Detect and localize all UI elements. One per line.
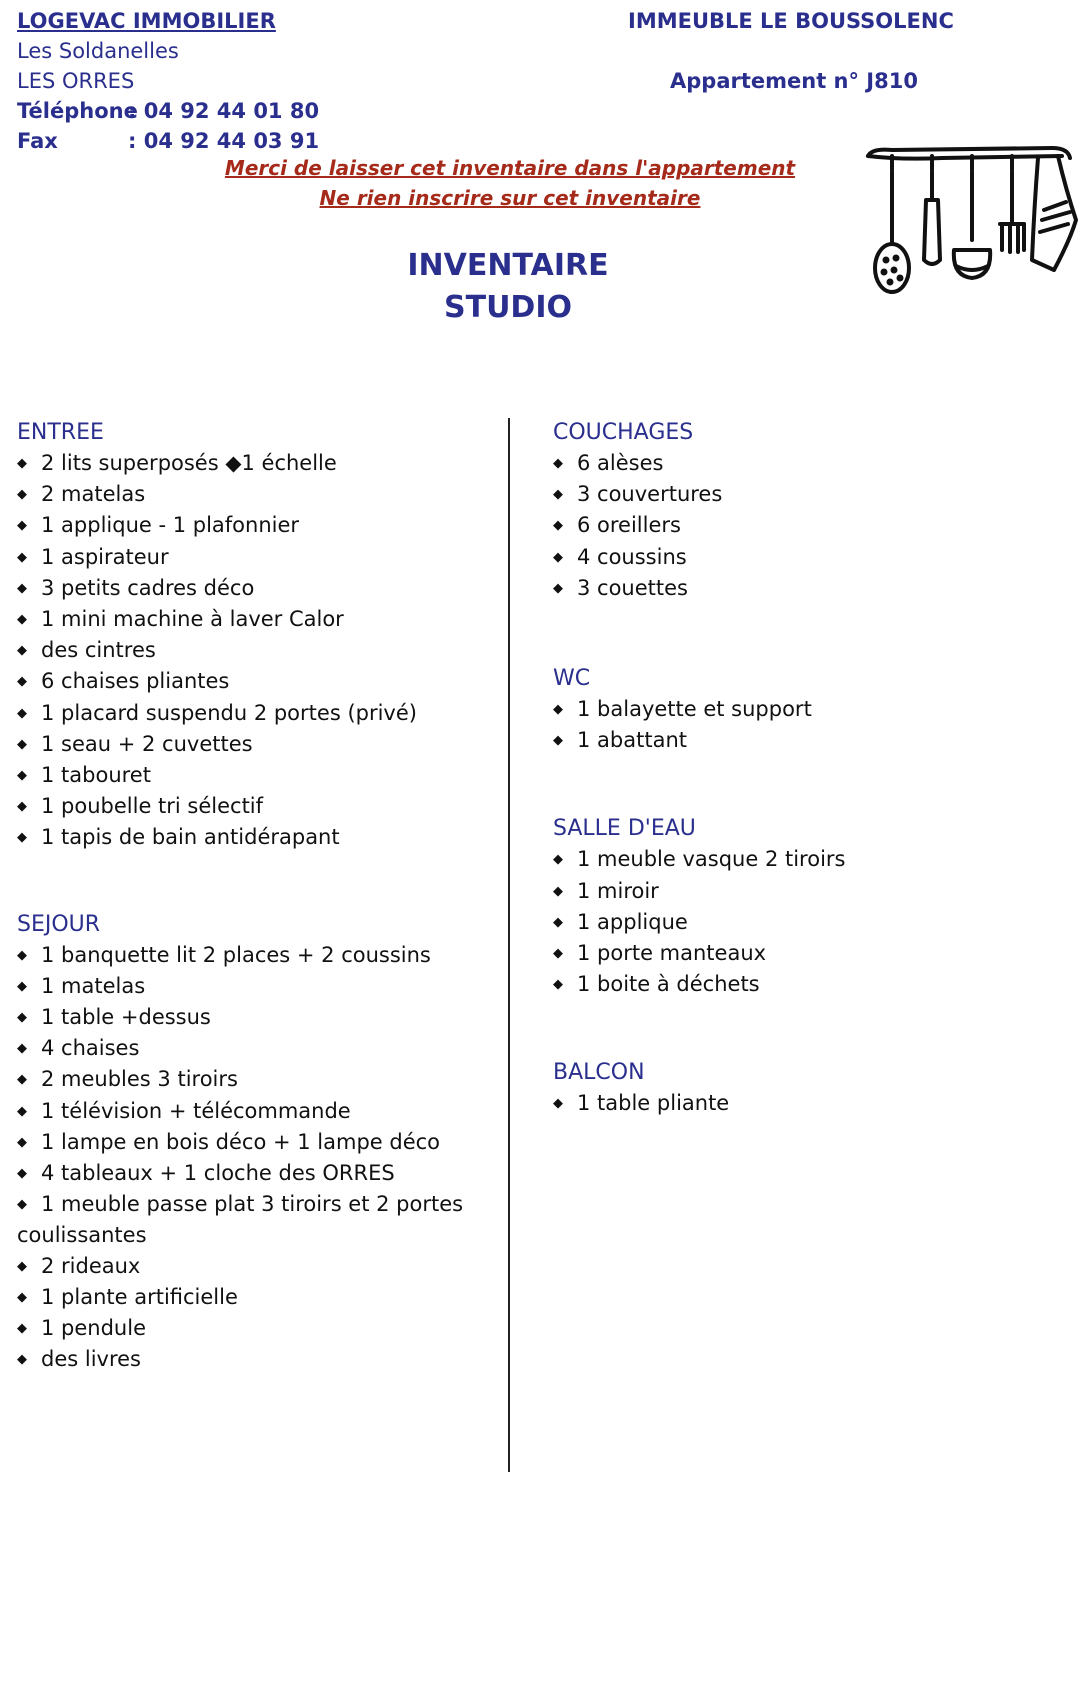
item-text: 1 tapis de bain antidérapant bbox=[41, 825, 340, 850]
bullet-icon: ◆ bbox=[17, 1166, 27, 1182]
item-text: 2 meubles 3 tiroirs bbox=[41, 1067, 238, 1092]
kitchen-utensils-rack-icon bbox=[862, 140, 1080, 300]
item-text: 1 aspirateur bbox=[41, 544, 169, 569]
bullet-icon: ◆ bbox=[553, 456, 563, 471]
item-text: 1 boite à déchets bbox=[577, 972, 760, 997]
item-text: 1 abattant bbox=[577, 728, 687, 753]
bullet-icon: ◆ bbox=[17, 1010, 27, 1026]
list-item bbox=[17, 1313, 487, 1344]
list-item bbox=[553, 907, 1023, 938]
list-item bbox=[17, 971, 487, 1002]
item-list bbox=[553, 1088, 1023, 1119]
list-item bbox=[17, 698, 487, 729]
bullet-icon: ◆ bbox=[553, 1096, 563, 1112]
document-subtitle: STUDIO bbox=[444, 290, 572, 325]
list-item bbox=[17, 1251, 487, 1282]
list-item bbox=[553, 725, 1023, 756]
item-text: 1 table pliante bbox=[577, 1091, 730, 1116]
bullet-icon: ◆ bbox=[553, 977, 563, 993]
item-text: 1 seau + 2 cuvettes bbox=[41, 731, 253, 756]
bullet-icon: ◆ bbox=[17, 799, 27, 815]
bullet-icon: ◆ bbox=[17, 1321, 27, 1337]
list-item bbox=[17, 822, 487, 853]
building-name: IMMEUBLE LE BOUSSOLENC bbox=[628, 9, 954, 33]
item-text: 1 plante artificielle bbox=[41, 1284, 238, 1309]
item-list bbox=[553, 694, 1023, 756]
bullet-icon: ◆ bbox=[17, 978, 27, 994]
bullet-icon: ◆ bbox=[17, 549, 27, 565]
item-text: 4 chaises bbox=[41, 1036, 140, 1061]
list-item bbox=[17, 1344, 487, 1375]
item-text: 2 matelas bbox=[41, 482, 146, 507]
section-couchages bbox=[553, 418, 1023, 604]
item-text: 1 lampe en bois déco + 1 lampe déco bbox=[41, 1129, 441, 1154]
item-list bbox=[17, 448, 487, 854]
list-item bbox=[17, 1064, 487, 1095]
list-item bbox=[17, 1158, 487, 1189]
apartment-number: Appartement n° J810 bbox=[670, 69, 918, 93]
item-text: 4 coussins bbox=[577, 544, 687, 569]
bullet-icon: ◆ bbox=[17, 1134, 27, 1150]
list-item bbox=[17, 573, 487, 604]
agency-phone: : 04 92 44 01 80 bbox=[128, 99, 320, 123]
item-list bbox=[553, 448, 1023, 604]
section-entree bbox=[17, 418, 487, 854]
section-salle-deau bbox=[553, 814, 1023, 1000]
agency-fax-label: Fax bbox=[17, 129, 58, 153]
item-text: 6 alèses bbox=[577, 451, 664, 475]
list-item bbox=[553, 694, 1023, 725]
bullet-icon: ◆ bbox=[17, 1041, 27, 1057]
bullet-icon: ◆ bbox=[17, 736, 27, 752]
list-item bbox=[17, 1189, 487, 1250]
list-item bbox=[17, 479, 487, 510]
item-text: des livres bbox=[41, 1347, 141, 1372]
list-item bbox=[17, 729, 487, 760]
list-item bbox=[553, 844, 1023, 875]
bullet-icon: ◆ bbox=[553, 733, 563, 749]
item-text: 3 petits cadres déco bbox=[41, 575, 255, 600]
bullet-icon: ◆ bbox=[17, 1352, 27, 1368]
item-text: 1 meuble vasque 2 tiroirs bbox=[577, 847, 846, 872]
list-item bbox=[17, 940, 487, 971]
item-text: 1 applique - 1 plafonnier bbox=[41, 513, 300, 538]
list-item bbox=[17, 635, 487, 666]
list-item bbox=[17, 760, 487, 791]
item-list bbox=[17, 940, 487, 1376]
list-item bbox=[553, 969, 1023, 1000]
bullet-icon: ◆ bbox=[553, 702, 563, 718]
section-sejour bbox=[17, 910, 487, 1376]
section-title: WC bbox=[553, 666, 591, 692]
item-text: 1 pendule bbox=[41, 1316, 146, 1341]
item-text: des cintres bbox=[41, 638, 156, 663]
left-column bbox=[17, 418, 487, 1375]
bullet-icon: ◆ bbox=[17, 580, 27, 596]
list-item bbox=[553, 573, 1023, 604]
bullet-icon: ◆ bbox=[17, 1103, 27, 1119]
bullet-icon: ◆ bbox=[17, 456, 27, 471]
list-item bbox=[553, 876, 1023, 907]
document-title: INVENTAIRE bbox=[407, 248, 609, 283]
list-item bbox=[553, 448, 1023, 479]
bullet-icon: ◆ bbox=[17, 1289, 27, 1305]
item-text: 1 tabouret bbox=[41, 763, 151, 788]
notice-line2: Ne rien inscrire sur cet inventaire bbox=[319, 186, 701, 210]
bullet-icon: ◆ bbox=[17, 1258, 27, 1274]
bullet-icon: ◆ bbox=[17, 674, 27, 690]
bullet-icon: ◆ bbox=[553, 487, 563, 503]
list-item bbox=[553, 542, 1023, 573]
item-text: 1 banquette lit 2 places + 2 coussins bbox=[41, 942, 431, 967]
list-item bbox=[17, 1282, 487, 1313]
item-text: 3 couettes bbox=[577, 575, 688, 600]
right-column bbox=[553, 418, 1023, 1120]
agency-phone-label: Téléphone bbox=[17, 99, 138, 123]
section-title: COUCHAGES bbox=[553, 420, 694, 445]
item-text: 1 poubelle tri sélectif bbox=[41, 794, 264, 819]
agency-address-line1: Les Soldanelles bbox=[17, 39, 179, 63]
list-item bbox=[553, 1088, 1023, 1119]
bullet-icon: ◆ bbox=[553, 852, 563, 868]
agency-fax: : 04 92 44 03 91 bbox=[128, 129, 320, 153]
list-item bbox=[17, 791, 487, 822]
list-item bbox=[17, 604, 487, 635]
bullet-icon: ◆ bbox=[17, 947, 27, 963]
item-list bbox=[553, 844, 1023, 1000]
section-title: ENTREE bbox=[17, 420, 104, 445]
item-text: 1 porte manteaux bbox=[577, 941, 767, 966]
bullet-icon: ◆ bbox=[17, 1072, 27, 1088]
bullet-icon: ◆ bbox=[17, 830, 27, 846]
bullet-icon: ◆ bbox=[17, 768, 27, 784]
section-title: SEJOUR bbox=[17, 911, 101, 937]
bullet-icon: ◆ bbox=[17, 643, 27, 659]
bullet-icon: ◆ bbox=[17, 1197, 27, 1213]
column-divider bbox=[508, 418, 510, 1472]
list-item bbox=[553, 479, 1023, 510]
bullet-icon: ◆ bbox=[17, 487, 27, 503]
item-text: 3 couvertures bbox=[577, 482, 723, 507]
list-item bbox=[17, 1033, 487, 1064]
bullet-icon: ◆ bbox=[553, 580, 563, 596]
list-item bbox=[17, 1127, 487, 1158]
section-balcon bbox=[553, 1058, 1023, 1119]
agency-name: LOGEVAC IMMOBILIER bbox=[17, 9, 276, 33]
list-item bbox=[17, 1002, 487, 1033]
list-item bbox=[17, 1096, 487, 1127]
bullet-icon: ◆ bbox=[553, 914, 563, 930]
bullet-icon: ◆ bbox=[553, 518, 563, 534]
item-text: 1 télévision + télécommande bbox=[41, 1098, 351, 1123]
item-text: 1 balayette et support bbox=[577, 697, 812, 722]
list-item bbox=[17, 542, 487, 573]
agency-address-line2: LES ORRES bbox=[17, 69, 135, 93]
item-text: 1 table +dessus bbox=[41, 1005, 211, 1030]
notice-line1: Merci de laisser cet inventaire dans l'appartement bbox=[224, 156, 796, 180]
item-text: 1 miroir bbox=[577, 878, 659, 903]
item-text: 1 applique bbox=[577, 909, 688, 934]
item-text: 2 rideaux bbox=[41, 1253, 141, 1278]
item-text: 1 placard suspendu 2 portes (privé) bbox=[41, 700, 417, 725]
item-text: 2 lits superposés ◆1 échelle bbox=[41, 451, 337, 475]
bullet-icon: ◆ bbox=[553, 883, 563, 899]
section-wc bbox=[553, 664, 1023, 756]
bullet-icon: ◆ bbox=[553, 946, 563, 962]
list-item bbox=[553, 938, 1023, 969]
item-text: 4 tableaux + 1 cloche des ORRES bbox=[41, 1161, 395, 1186]
section-title: SALLE D'EAU bbox=[553, 816, 696, 842]
bullet-icon: ◆ bbox=[553, 549, 563, 565]
list-item bbox=[17, 510, 487, 541]
bullet-icon: ◆ bbox=[17, 612, 27, 628]
item-text: 1 matelas bbox=[41, 973, 146, 998]
bullet-icon: ◆ bbox=[17, 705, 27, 721]
item-text: 6 oreillers bbox=[577, 513, 681, 538]
item-text: 1 meuble passe plat 3 tiroirs et 2 portes coulissantes bbox=[17, 1192, 464, 1248]
list-item bbox=[17, 448, 487, 479]
list-item bbox=[553, 510, 1023, 541]
list-item bbox=[17, 666, 487, 697]
section-title: BALCON bbox=[553, 1060, 645, 1086]
item-text: 1 mini machine à laver Calor bbox=[41, 607, 344, 632]
item-text: 6 chaises pliantes bbox=[41, 669, 230, 694]
bullet-icon: ◆ bbox=[17, 518, 27, 534]
